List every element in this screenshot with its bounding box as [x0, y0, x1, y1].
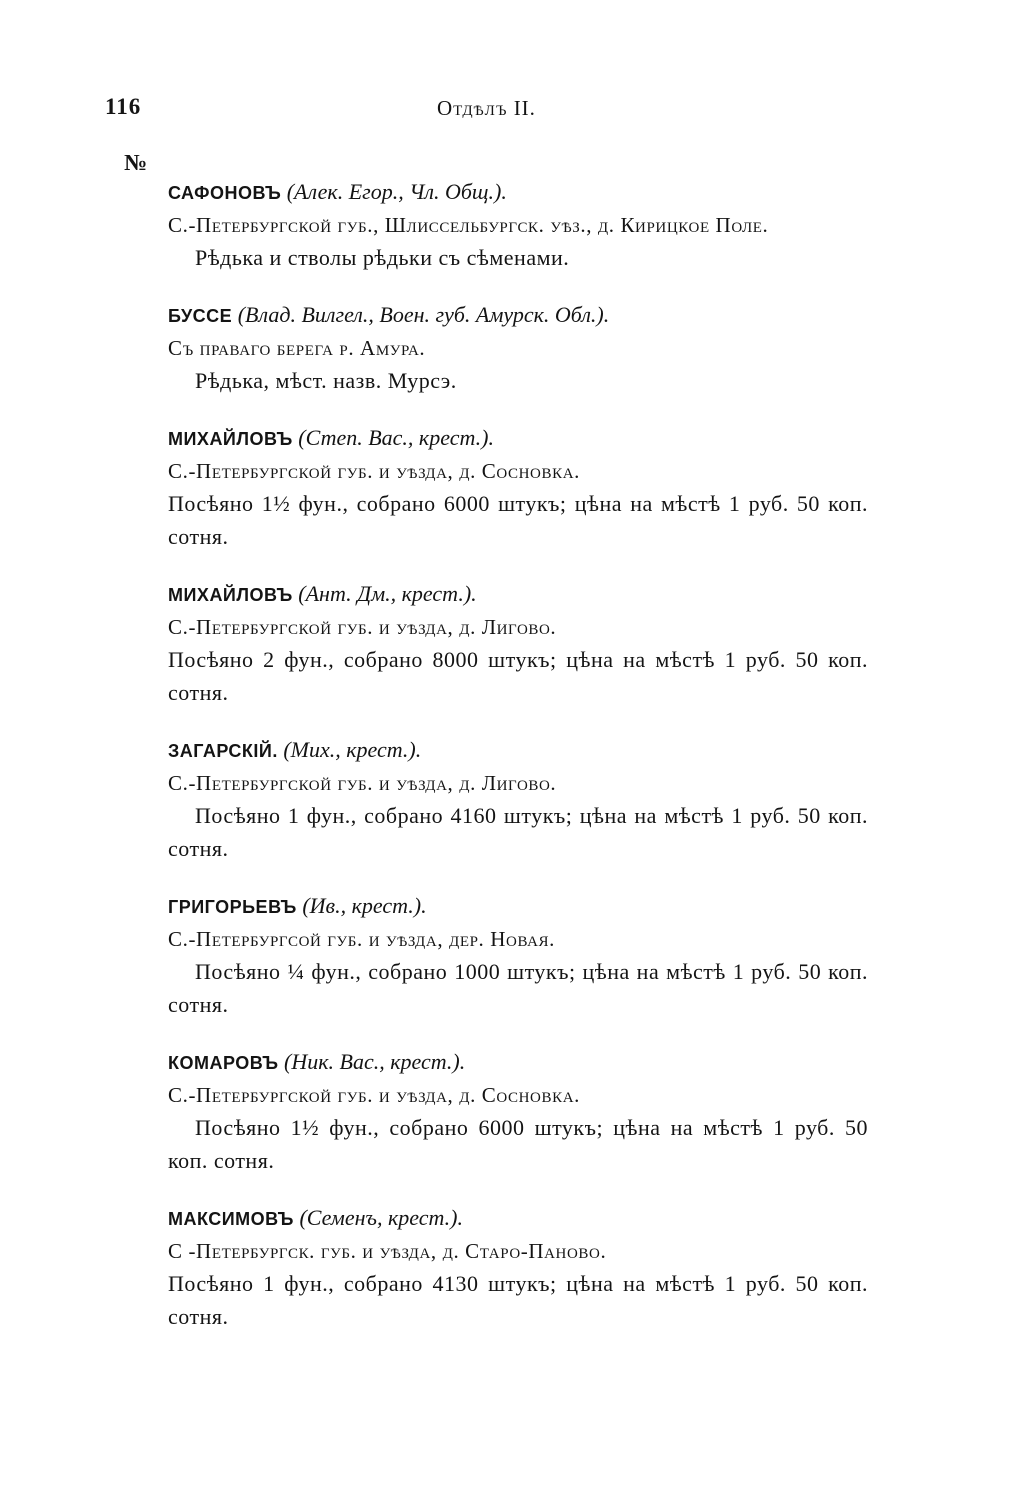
entry-location: С.-Петербургской губ. и уѣзда, д. Сосновка. [168, 459, 580, 483]
entry [168, 176, 868, 274]
entry-location: С.-Петербургской губ. и уѣзда, д. Сосновка. [168, 1083, 580, 1107]
exhibitor-details: (Мих., крест.). [283, 737, 422, 762]
entry-note: Посѣяно 1 фун., собрано 4130 штукъ; цѣна на мѣстѣ 1 руб. 50 коп. сотня. [168, 1271, 868, 1329]
entry-note: Посѣяно ¼ фун., собрано 1000 штукъ; цѣна на мѣстѣ 1 руб. 50 коп. сотня. [168, 959, 868, 1017]
entry-location: С.-Петербургской губ. и уѣзда, д. Лигово. [168, 615, 557, 639]
exhibitor-details: (Степ. Вас., крест.). [298, 425, 494, 450]
entry-location: С.-Петербургской губ., Шлиссельбургск. уѣз., д. Кирицкое Поле. [168, 213, 769, 237]
entry-note: Рѣдька и стволы рѣдьки съ сѣменами. [195, 245, 570, 270]
exhibitor-name: МАКСИМОВЪ [168, 1209, 294, 1229]
entry [168, 422, 868, 553]
exhibitor-name: ГРИГОРЬЕВЪ [168, 897, 297, 917]
exhibitor-name: САФОНОВЪ [168, 183, 282, 203]
page-number: 116 [105, 94, 142, 119]
entry-heading [168, 176, 868, 209]
entry-heading [168, 578, 868, 611]
entry-location: С.-Петербургсой губ. и уѣзда, дер. Новая. [168, 927, 556, 951]
entry-heading [168, 422, 868, 455]
exhibitor-name: МИХАЙЛОВЪ [168, 429, 293, 449]
entry-note: Посѣяно 1 фун., собрано 4160 штукъ; цѣна на мѣстѣ 1 руб. 50 коп. сотня. [168, 803, 868, 861]
number-sign: № [124, 150, 148, 175]
entry [168, 578, 868, 709]
exhibitor-details: (Алек. Егор., Чл. Общ.). [286, 179, 507, 204]
exhibitor-name: ЗАГАРСКІЙ. [168, 741, 278, 761]
exhibitor-name: КОМАРОВЪ [168, 1053, 279, 1073]
entry-heading [168, 734, 868, 767]
entry-heading [168, 1202, 868, 1235]
entry [168, 299, 868, 397]
exhibitor-details: (Ив., крест.). [302, 893, 427, 918]
entry-location: Съ праваго берега р. Амура. [168, 336, 426, 360]
exhibitor-name: БУССЕ [168, 306, 233, 326]
entry-note: Посѣяно 1½ фун., собрано 6000 штукъ; цѣна на мѣстѣ 1 руб. 50 коп. сотня. [168, 491, 868, 549]
entry [168, 890, 868, 1021]
exhibitor-details: (Ник. Вас., крест.). [284, 1049, 466, 1074]
entry-list [168, 176, 868, 1358]
entry [168, 1202, 868, 1333]
entry-note: Посѣяно 2 фун., собрано 8000 штукъ; цѣна на мѣстѣ 1 руб. 50 коп. сотня. [168, 647, 868, 705]
entry-heading [168, 299, 868, 332]
entry-heading [168, 1046, 868, 1079]
entry-location: С.-Петербургской губ. и уѣзда, д. Лигово. [168, 771, 557, 795]
entry-heading [168, 890, 868, 923]
entry-location: С -Петербургск. губ. и уѣзда, д. Старо-Паново. [168, 1239, 607, 1263]
entry [168, 1046, 868, 1177]
exhibitor-details: (Влад. Вилгел., Воен. губ. Амурск. Обл.). [237, 302, 610, 327]
entry [168, 734, 868, 865]
exhibitor-details: (Семенъ, крест.). [299, 1205, 463, 1230]
exhibitor-name: МИХАЙЛОВЪ [168, 585, 293, 605]
entry-note: Рѣдька, мѣст. назв. Мурсэ. [195, 368, 457, 393]
entry-note: Посѣяно 1½ фун., собрано 6000 штукъ; цѣна на мѣстѣ 1 руб. 50 коп. сотня. [168, 1115, 868, 1173]
exhibitor-details: (Ант. Дм., крест.). [298, 581, 477, 606]
running-head: Отдѣлъ II. [437, 96, 536, 120]
